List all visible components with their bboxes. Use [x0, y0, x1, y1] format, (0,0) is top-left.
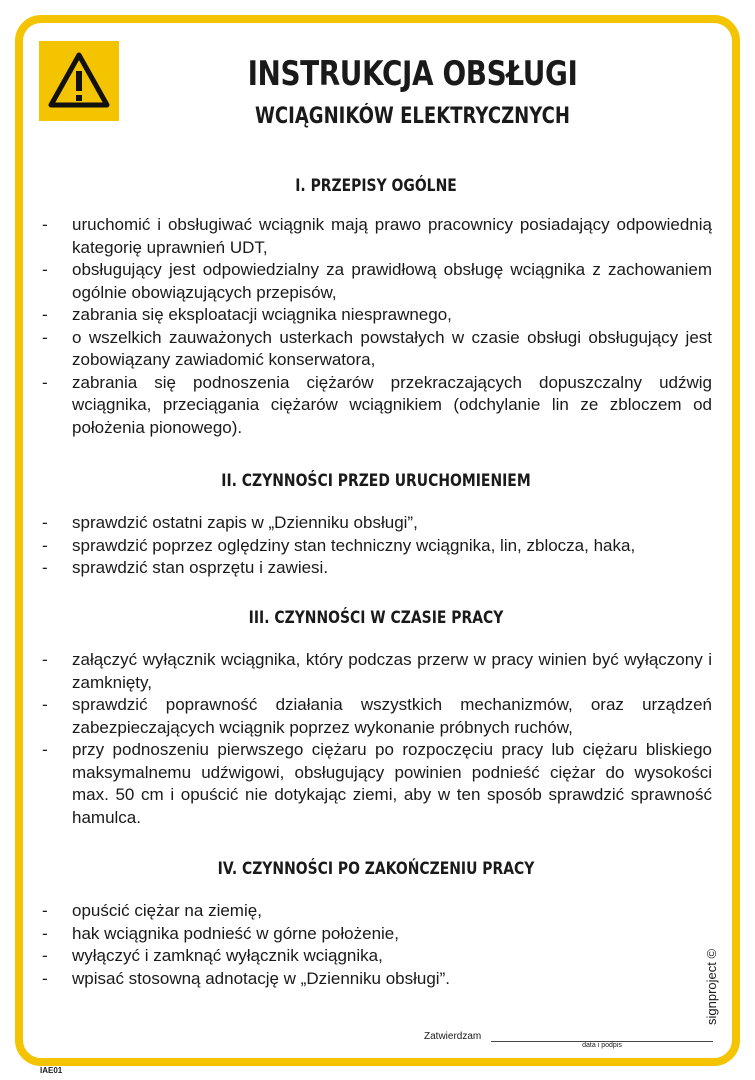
list-item: - sprawdzić poprzez oględziny stan techniczny wciągnika, lin, zblocza, haka,	[42, 535, 712, 558]
warning-triangle-icon	[47, 49, 111, 113]
list-item: - wyłączyć i zamknąć wyłącznik wciągnika,	[42, 945, 712, 968]
list-item: - sprawdzić ostatni zapis w „Dzienniku obsługi”,	[42, 512, 712, 535]
product-code: IAE01	[40, 1066, 63, 1075]
list-item: - sprawdzić stan osprzętu i zawiesi.	[42, 557, 712, 580]
list-item: - zabrania się eksploatacji wciągnika niesprawnego,	[42, 304, 712, 327]
approve-label: Zatwierdzam	[424, 1031, 482, 1042]
section-list	[42, 214, 712, 439]
page-subtitle: WCIĄGNIKÓW ELEKTRYCZNYCH	[254, 104, 571, 129]
list-item: - zabrania się podnoszenia ciężarów przekraczających dopuszczalny udźwig wciągnika, przeciągania ciężarów wciągnikiem (odchylanie lin ze zbloczem od położenia pionowego).	[42, 372, 712, 440]
list-item: - hak wciągnika podnieść w górne położenie,	[42, 923, 712, 946]
list-item: - o wszelkich zauważonych usterkach powstałych w czasie obsługi obsługujący jest zobowiązany zawiadomić konserwatora,	[42, 327, 712, 372]
list-item: - obsługujący jest odpowiedzialny za prawidłową obsługę wciągnika z zachowaniem ogólnie obowiązujących przepisów,	[42, 259, 712, 304]
section-heading: III. CZYNNOŚCI W CZASIE PRACY	[248, 608, 504, 628]
page-title: INSTRUKCJA OBSŁUGI	[247, 54, 578, 94]
section-heading: IV. CZYNNOŚCI PO ZAKOŃCZENIU PRACY	[217, 859, 535, 879]
list-item: - sprawdzić poprawność działania wszystkich mechanizmów, oraz urządzeń zabezpieczających wciągnik poprzez wykonanie próbnych ruchów,	[42, 694, 712, 739]
section-list	[42, 649, 712, 829]
section-list	[42, 900, 712, 990]
list-item: - załączyć wyłącznik wciągnika, który podczas przerw w pracy winien być wyłączony i zamknięty,	[42, 649, 712, 694]
section-list	[42, 512, 712, 580]
brand-label: signproject ©	[704, 948, 719, 1025]
section-heading: I. PRZEPISY OGÓLNE	[295, 176, 457, 196]
list-item: - wpisać stosowną adnotację w „Dzienniku obsługi”.	[42, 968, 712, 991]
warning-box	[39, 41, 119, 121]
list-item: - przy podnoszeniu pierwszego ciężaru po rozpoczęciu pracy lub ciężaru bliskiego maksymalnemu udźwigowi, obsługujący powinien podnieść ciężar do wysokości max. 50 cm i opuścić nie dotykając ziemi, aby w ten sposób sprawdzić sprawność hamulca.	[42, 739, 712, 829]
list-item: - opuścić ciężar na ziemię,	[42, 900, 712, 923]
signature-note: data i podpis	[582, 1042, 622, 1049]
list-item: - uruchomić i obsługiwać wciągnik mają prawo pracownicy posiadający odpowiednią kategorię uprawnień UDT,	[42, 214, 712, 259]
section-heading: II. CZYNNOŚCI PRZED URUCHOMIENIEM	[221, 471, 531, 491]
